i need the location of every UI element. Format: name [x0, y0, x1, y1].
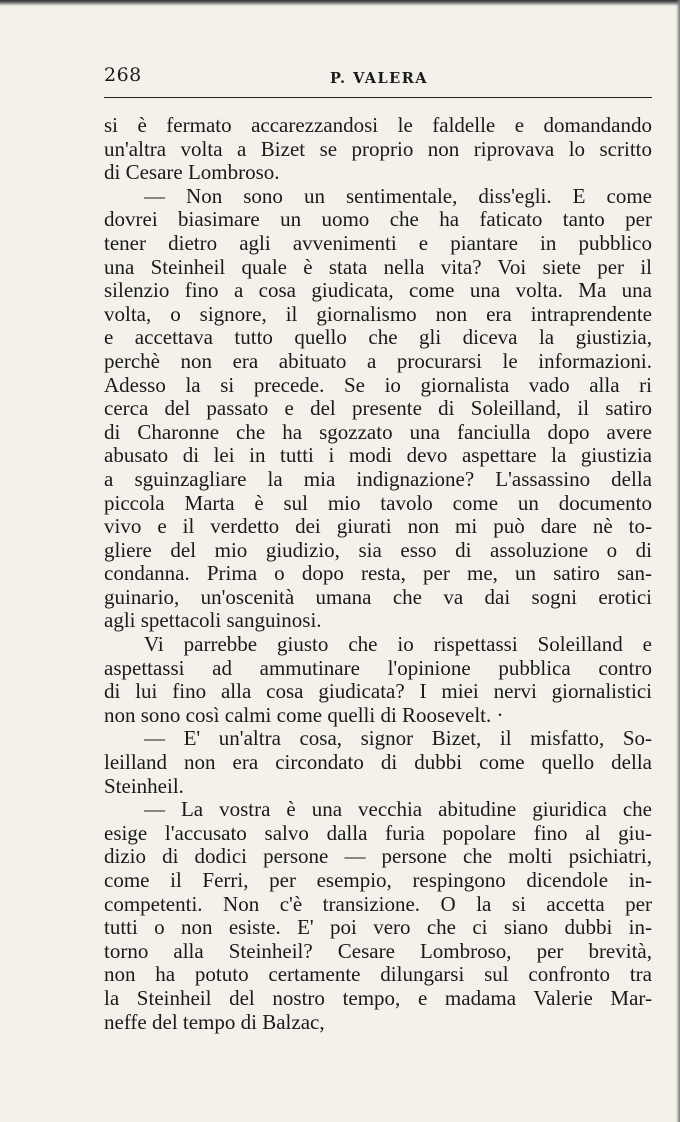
text-line: silenzio fino a cosa giudicata, come una volta. Ma una [104, 278, 652, 303]
text-line: leilland non era circondato di dubbi come quello della [104, 750, 652, 775]
scan-edge-right [676, 0, 680, 1122]
text-line: tutti o non esiste. E' poi vero che ci siano dubbi in- [104, 915, 652, 940]
text-line: di Charonne che ha sgozzato una fanciulla dopo avere [104, 419, 652, 444]
text-line: volta, o signore, il giornalismo non era intraprendente [104, 301, 652, 326]
text-line: la Steinheil del nostro tempo, e madama Valerie Mar- [104, 985, 652, 1010]
text-line: tener dietro agli avvenimenti e piantare in pubblico [104, 230, 652, 255]
page-header [104, 64, 652, 94]
text-line: aspettassi ad ammutinare l'opinione pubblica contro [104, 655, 652, 680]
text-line: — Non sono un sentimentale, diss'egli. E come [144, 183, 652, 208]
text-line: Steinheil. [104, 773, 184, 798]
text-line: a sguinzagliare la mia indignazione? L'assassino della [104, 466, 652, 491]
text-line: perchè non era abituato a procurarsi le informazioni. [104, 348, 652, 373]
text-line: condanna. Prima o dopo resta, per me, un satiro san- [104, 561, 652, 586]
text-line: dizio di dodici persone — persone che molti psichiatri, [104, 844, 652, 869]
text-line: dovrei biasimare un uomo che ha faticato tanto per [104, 207, 652, 232]
text-line: una Steinheil quale è stata nella vita? Voi siete per il [104, 254, 652, 279]
text-line: abusato di lei in tutti i modi devo aspettare la giustizia [104, 443, 652, 468]
text-line: non ha potuto certamente dilungarsi sul confronto tra [104, 962, 652, 987]
header-rule [104, 97, 652, 98]
text-line: neffe del tempo di Balzac, [104, 1009, 325, 1034]
scan-edge-top [0, 0, 680, 6]
text-line: — E' un'altra cosa, signor Bizet, il misfatto, So- [144, 726, 652, 751]
text-line: si è fermato accarezzandosi le faldelle e domandando [104, 113, 652, 137]
text-line: gliere del mio giudizio, sia esso di assoluzione o di [104, 537, 652, 562]
text-line: torno alla Steinheil? Cesare Lombroso, per brevità, [104, 938, 652, 963]
running-head: P. VALERA [330, 70, 429, 87]
text-line: guinario, un'oscenità umana che va dai sogni erotici [104, 584, 652, 609]
text-line: vivo e il verdetto dei giurati non mi può dare nè to- [104, 514, 652, 539]
text-line: di Cesare Lombroso. [104, 160, 280, 185]
text-line: piccola Marta è sul mio tavolo come un documento [104, 490, 652, 515]
text-line: non sono così calmi come quelli di Roosevelt. · [104, 702, 504, 727]
text-line: esige l'accusato salvo dalla furia popolare fino al giu- [104, 820, 652, 845]
page-number: 268 [104, 64, 142, 86]
text-body [104, 114, 652, 1034]
text-line: Vi parrebbe giusto che io rispettassi Soleilland e [144, 632, 652, 657]
text-line: competenti. Non c'è transizione. O la si accetta per [104, 891, 652, 916]
text-line: — La vostra è una vecchia abitudine giuridica che [144, 797, 652, 822]
text-line: agli spettacoli sanguinosi. [104, 608, 322, 633]
text-line: cerca del passato e del presente di Soleilland, il satiro [104, 396, 652, 421]
text-line: un'altra volta a Bizet se proprio non riprovava lo scritto [104, 136, 652, 161]
text-line: e accettava tutto quello che gli diceva la giustizia, [104, 325, 652, 350]
text-line: come il Ferri, per esempio, respingono dicendole in- [104, 868, 652, 892]
text-line: di lui fino alla cosa giudicata? I miei nervi giornalistici [104, 679, 652, 704]
text-line: Adesso la si precede. Se io giornalista vado alla ri [104, 372, 652, 397]
